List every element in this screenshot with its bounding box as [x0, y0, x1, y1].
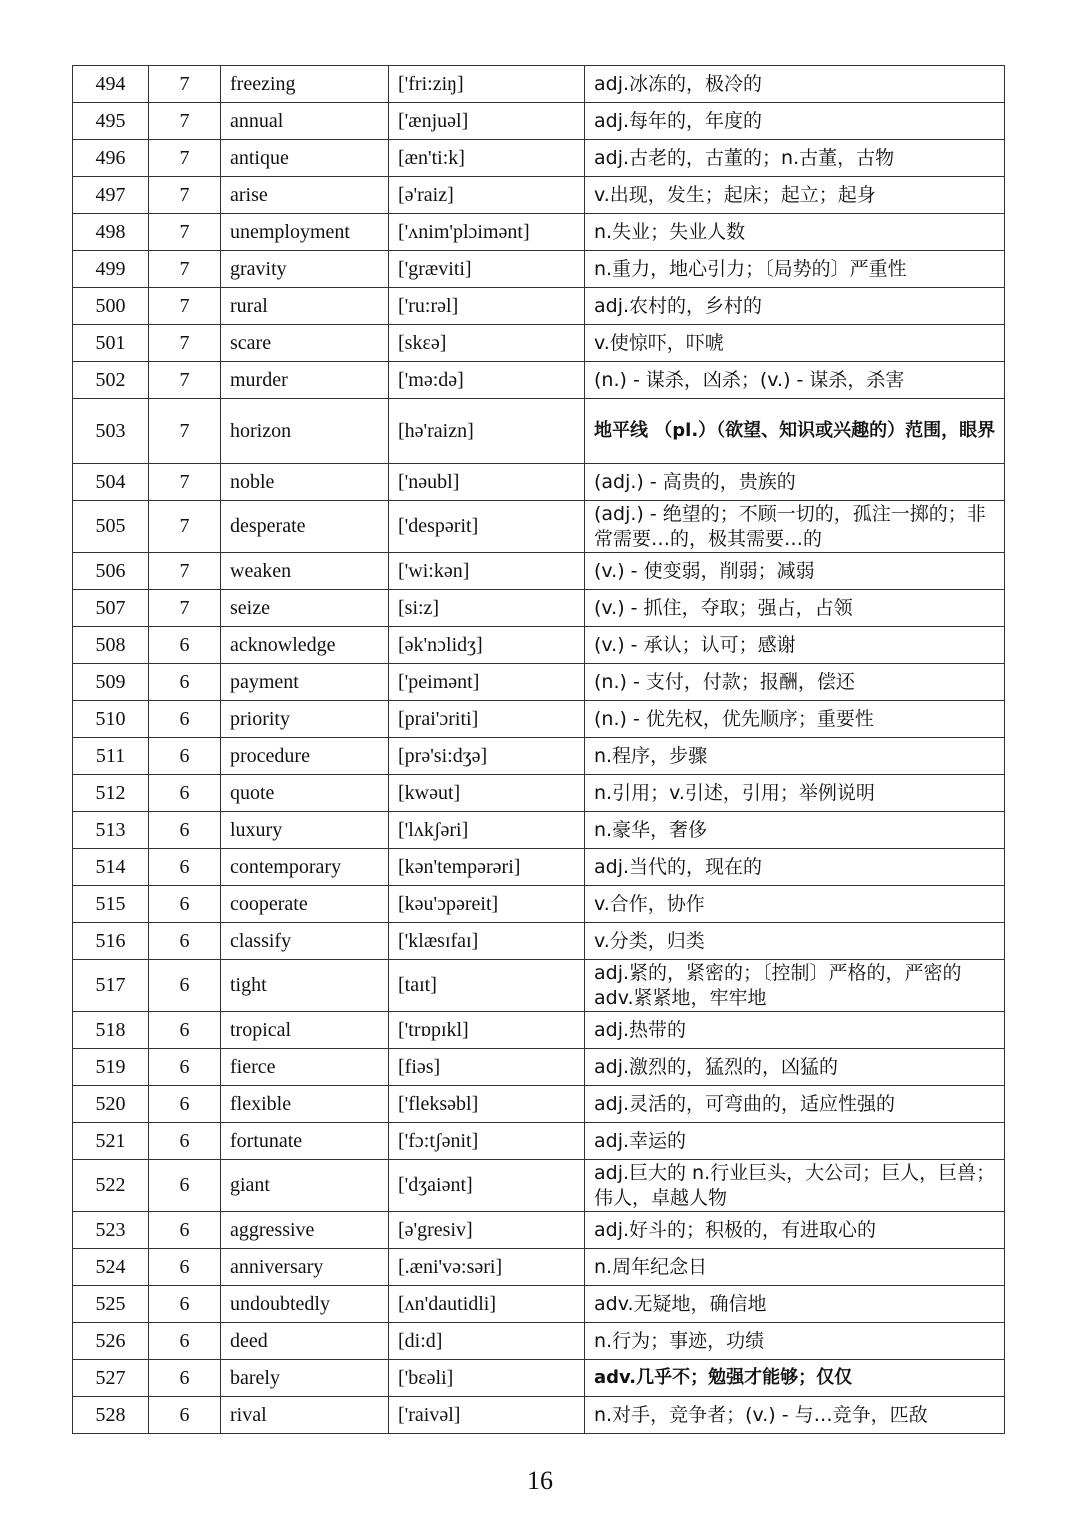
entry-number-cell: 495	[73, 103, 149, 140]
pronunciation-cell: ['klæsɪfaɪ]	[389, 923, 585, 960]
definition-cell: (adj.) - 绝望的；不顾一切的，孤注一掷的；非常需要…的，极其需要…的	[585, 501, 1005, 553]
frequency-cell: 7	[149, 214, 221, 251]
pronunciation-cell: [fiəs]	[389, 1049, 585, 1086]
definition-cell: adj.当代的，现在的	[585, 849, 1005, 886]
pronunciation-cell: ['trɒpɪkl]	[389, 1012, 585, 1049]
pronunciation-cell: [ə'gresiv]	[389, 1212, 585, 1249]
definition-cell: adj.巨大的 n.行业巨头，大公司；巨人，巨兽；伟人，卓越人物	[585, 1160, 1005, 1212]
table-row	[73, 66, 1005, 103]
definition-cell: adj.每年的，年度的	[585, 103, 1005, 140]
entry-number-cell: 518	[73, 1012, 149, 1049]
word-cell: acknowledge	[221, 627, 389, 664]
entry-number-cell: 526	[73, 1323, 149, 1360]
word-cell: priority	[221, 701, 389, 738]
pronunciation-cell: [kəu'ɔpəreit]	[389, 886, 585, 923]
definition-cell: v.使惊吓，吓唬	[585, 325, 1005, 362]
frequency-cell: 6	[149, 1212, 221, 1249]
definition-cell: v.出现，发生；起床；起立；起身	[585, 177, 1005, 214]
table-row	[73, 960, 1005, 1012]
table-row	[73, 886, 1005, 923]
frequency-cell: 6	[149, 664, 221, 701]
definition-cell: (n.) - 优先权，优先顺序；重要性	[585, 701, 1005, 738]
entry-number-cell: 496	[73, 140, 149, 177]
frequency-cell: 6	[149, 960, 221, 1012]
vocabulary-table-body	[73, 66, 1005, 1434]
table-row	[73, 775, 1005, 812]
pronunciation-cell: ['bεəli]	[389, 1360, 585, 1397]
word-cell: antique	[221, 140, 389, 177]
word-cell: classify	[221, 923, 389, 960]
pronunciation-cell: [ək'nɔlidʒ]	[389, 627, 585, 664]
entry-number-cell: 515	[73, 886, 149, 923]
frequency-cell: 7	[149, 177, 221, 214]
word-cell: luxury	[221, 812, 389, 849]
frequency-cell: 6	[149, 1012, 221, 1049]
definition-cell: adj.好斗的；积极的，有进取心的	[585, 1212, 1005, 1249]
definition-cell: n.行为；事迹，功绩	[585, 1323, 1005, 1360]
entry-number-cell: 512	[73, 775, 149, 812]
frequency-cell: 6	[149, 1323, 221, 1360]
word-cell: anniversary	[221, 1249, 389, 1286]
pronunciation-cell: ['raivəl]	[389, 1397, 585, 1434]
table-row	[73, 923, 1005, 960]
vocabulary-table	[72, 65, 1005, 1434]
word-cell: weaken	[221, 553, 389, 590]
pronunciation-cell: [prə'si:dʒə]	[389, 738, 585, 775]
table-row	[73, 1323, 1005, 1360]
frequency-cell: 6	[149, 849, 221, 886]
page-number: 16	[527, 1466, 553, 1495]
table-row	[73, 1397, 1005, 1434]
entry-number-cell: 517	[73, 960, 149, 1012]
definition-cell: n.豪华，奢侈	[585, 812, 1005, 849]
word-cell: gravity	[221, 251, 389, 288]
definition-cell: n.周年纪念日	[585, 1249, 1005, 1286]
table-row	[73, 738, 1005, 775]
frequency-cell: 7	[149, 325, 221, 362]
frequency-cell: 7	[149, 288, 221, 325]
pronunciation-cell: [skεə]	[389, 325, 585, 362]
entry-number-cell: 516	[73, 923, 149, 960]
word-cell: noble	[221, 464, 389, 501]
word-cell: annual	[221, 103, 389, 140]
entry-number-cell: 502	[73, 362, 149, 399]
table-row	[73, 1212, 1005, 1249]
table-row	[73, 464, 1005, 501]
entry-number-cell: 514	[73, 849, 149, 886]
pronunciation-cell: [kwəut]	[389, 775, 585, 812]
word-cell: unemployment	[221, 214, 389, 251]
frequency-cell: 6	[149, 1286, 221, 1323]
pronunciation-cell: [di:d]	[389, 1323, 585, 1360]
table-row	[73, 288, 1005, 325]
pronunciation-cell: ['wi:kən]	[389, 553, 585, 590]
definition-cell: adj.热带的	[585, 1012, 1005, 1049]
definition-cell: adj.古老的，古董的；n.古董，古物	[585, 140, 1005, 177]
entry-number-cell: 528	[73, 1397, 149, 1434]
frequency-cell: 6	[149, 812, 221, 849]
pronunciation-cell: [.æni'və:səri]	[389, 1249, 585, 1286]
pronunciation-cell: ['ʌnim'plɔimənt]	[389, 214, 585, 251]
entry-number-cell: 508	[73, 627, 149, 664]
definition-cell: (n.) - 谋杀，凶杀；(v.) - 谋杀，杀害	[585, 362, 1005, 399]
word-cell: seize	[221, 590, 389, 627]
frequency-cell: 7	[149, 501, 221, 553]
frequency-cell: 6	[149, 1397, 221, 1434]
word-cell: fortunate	[221, 1123, 389, 1160]
frequency-cell: 6	[149, 738, 221, 775]
entry-number-cell: 498	[73, 214, 149, 251]
table-row	[73, 399, 1005, 464]
table-row	[73, 177, 1005, 214]
frequency-cell: 7	[149, 464, 221, 501]
entry-number-cell: 522	[73, 1160, 149, 1212]
word-cell: fierce	[221, 1049, 389, 1086]
entry-number-cell: 513	[73, 812, 149, 849]
entry-number-cell: 507	[73, 590, 149, 627]
table-row	[73, 553, 1005, 590]
pronunciation-cell: [ʌn'dautidli]	[389, 1286, 585, 1323]
word-cell: scare	[221, 325, 389, 362]
table-row	[73, 1160, 1005, 1212]
entry-number-cell: 504	[73, 464, 149, 501]
table-row	[73, 812, 1005, 849]
entry-number-cell: 510	[73, 701, 149, 738]
pronunciation-cell: ['fri:ziŋ]	[389, 66, 585, 103]
table-row	[73, 1249, 1005, 1286]
entry-number-cell: 506	[73, 553, 149, 590]
entry-number-cell: 521	[73, 1123, 149, 1160]
frequency-cell: 6	[149, 923, 221, 960]
definition-cell: (adj.) - 高贵的，贵族的	[585, 464, 1005, 501]
word-cell: rural	[221, 288, 389, 325]
frequency-cell: 7	[149, 140, 221, 177]
word-cell: flexible	[221, 1086, 389, 1123]
pronunciation-cell: [æn'ti:k]	[389, 140, 585, 177]
word-cell: payment	[221, 664, 389, 701]
pronunciation-cell: ['lʌkʃəri]	[389, 812, 585, 849]
pronunciation-cell: ['despərit]	[389, 501, 585, 553]
frequency-cell: 6	[149, 1086, 221, 1123]
entry-number-cell: 525	[73, 1286, 149, 1323]
definition-cell: n.重力，地心引力；〔局势的〕严重性	[585, 251, 1005, 288]
definition-cell: (v.) - 抓住，夺取；强占，占领	[585, 590, 1005, 627]
frequency-cell: 6	[149, 627, 221, 664]
word-cell: deed	[221, 1323, 389, 1360]
table-row	[73, 1049, 1005, 1086]
word-cell: undoubtedly	[221, 1286, 389, 1323]
table-row	[73, 664, 1005, 701]
definition-cell: n.失业；失业人数	[585, 214, 1005, 251]
word-cell: contemporary	[221, 849, 389, 886]
entry-number-cell: 523	[73, 1212, 149, 1249]
entry-number-cell: 497	[73, 177, 149, 214]
pronunciation-cell: ['mə:də]	[389, 362, 585, 399]
frequency-cell: 6	[149, 1160, 221, 1212]
entry-number-cell: 524	[73, 1249, 149, 1286]
table-row	[73, 849, 1005, 886]
word-cell: giant	[221, 1160, 389, 1212]
entry-number-cell: 501	[73, 325, 149, 362]
table-row	[73, 325, 1005, 362]
table-row	[73, 362, 1005, 399]
definition-cell: adv.几乎不；勉强才能够；仅仅	[585, 1360, 1005, 1397]
entry-number-cell: 499	[73, 251, 149, 288]
word-cell: horizon	[221, 399, 389, 464]
definition-cell: adv.无疑地，确信地	[585, 1286, 1005, 1323]
pronunciation-cell: [hə'raizn]	[389, 399, 585, 464]
definition-cell: (v.) - 使变弱，削弱；减弱	[585, 553, 1005, 590]
definition-cell: adj.激烈的，猛烈的，凶猛的	[585, 1049, 1005, 1086]
word-cell: aggressive	[221, 1212, 389, 1249]
pronunciation-cell: [prai'ɔriti]	[389, 701, 585, 738]
frequency-cell: 6	[149, 701, 221, 738]
entry-number-cell: 509	[73, 664, 149, 701]
frequency-cell: 6	[149, 886, 221, 923]
entry-number-cell: 503	[73, 399, 149, 464]
definition-cell: v.分类，归类	[585, 923, 1005, 960]
frequency-cell: 7	[149, 103, 221, 140]
word-cell: arise	[221, 177, 389, 214]
pronunciation-cell: ['peimənt]	[389, 664, 585, 701]
word-cell: freezing	[221, 66, 389, 103]
frequency-cell: 7	[149, 399, 221, 464]
entry-number-cell: 511	[73, 738, 149, 775]
definition-cell: adj.农村的，乡村的	[585, 288, 1005, 325]
entry-number-cell: 494	[73, 66, 149, 103]
entry-number-cell: 527	[73, 1360, 149, 1397]
pronunciation-cell: ['ru:rəl]	[389, 288, 585, 325]
table-row	[73, 627, 1005, 664]
frequency-cell: 6	[149, 775, 221, 812]
frequency-cell: 7	[149, 251, 221, 288]
word-cell: quote	[221, 775, 389, 812]
word-cell: procedure	[221, 738, 389, 775]
word-cell: tropical	[221, 1012, 389, 1049]
entry-number-cell: 500	[73, 288, 149, 325]
definition-cell: (n.) - 支付，付款；报酬，偿还	[585, 664, 1005, 701]
word-cell: barely	[221, 1360, 389, 1397]
table-row	[73, 140, 1005, 177]
table-row	[73, 1123, 1005, 1160]
definition-cell: 地平线 （pl.）（欲望、知识或兴趣的）范围，眼界	[585, 399, 1005, 464]
definition-cell: adj.冰冻的，极冷的	[585, 66, 1005, 103]
table-row	[73, 103, 1005, 140]
table-row	[73, 701, 1005, 738]
frequency-cell: 6	[149, 1123, 221, 1160]
pronunciation-cell: [ə'raiz]	[389, 177, 585, 214]
frequency-cell: 6	[149, 1049, 221, 1086]
table-row	[73, 590, 1005, 627]
definition-cell: adj.紧的，紧密的；〔控制〕严格的，严密的 adv.紧紧地，牢牢地	[585, 960, 1005, 1012]
definition-cell: (v.) - 承认；认可；感谢	[585, 627, 1005, 664]
pronunciation-cell: ['ænjuəl]	[389, 103, 585, 140]
definition-cell: n.引用；v.引述，引用；举例说明	[585, 775, 1005, 812]
definition-cell: n.程序，步骤	[585, 738, 1005, 775]
word-cell: desperate	[221, 501, 389, 553]
entry-number-cell: 520	[73, 1086, 149, 1123]
pronunciation-cell: [si:z]	[389, 590, 585, 627]
frequency-cell: 6	[149, 1360, 221, 1397]
entry-number-cell: 505	[73, 501, 149, 553]
pronunciation-cell: ['fleksəbl]	[389, 1086, 585, 1123]
frequency-cell: 7	[149, 66, 221, 103]
pronunciation-cell: ['græviti]	[389, 251, 585, 288]
definition-cell: adj.幸运的	[585, 1123, 1005, 1160]
definition-cell: adj.灵活的，可弯曲的，适应性强的	[585, 1086, 1005, 1123]
table-row	[73, 251, 1005, 288]
entry-number-cell: 519	[73, 1049, 149, 1086]
word-cell: cooperate	[221, 886, 389, 923]
word-cell: murder	[221, 362, 389, 399]
pronunciation-cell: ['nəubl]	[389, 464, 585, 501]
table-row	[73, 501, 1005, 553]
table-row	[73, 1360, 1005, 1397]
definition-cell: n.对手，竞争者；(v.) - 与…竞争，匹敌	[585, 1397, 1005, 1434]
word-cell: tight	[221, 960, 389, 1012]
pronunciation-cell: ['fɔ:tʃənit]	[389, 1123, 585, 1160]
pronunciation-cell: [kən'tempərəri]	[389, 849, 585, 886]
table-row	[73, 1086, 1005, 1123]
frequency-cell: 7	[149, 362, 221, 399]
definition-cell: v.合作，协作	[585, 886, 1005, 923]
frequency-cell: 7	[149, 590, 221, 627]
word-cell: rival	[221, 1397, 389, 1434]
frequency-cell: 6	[149, 1249, 221, 1286]
table-row	[73, 1012, 1005, 1049]
pronunciation-cell: [taɪt]	[389, 960, 585, 1012]
table-row	[73, 214, 1005, 251]
table-row	[73, 1286, 1005, 1323]
frequency-cell: 7	[149, 553, 221, 590]
pronunciation-cell: ['dʒaiənt]	[389, 1160, 585, 1212]
